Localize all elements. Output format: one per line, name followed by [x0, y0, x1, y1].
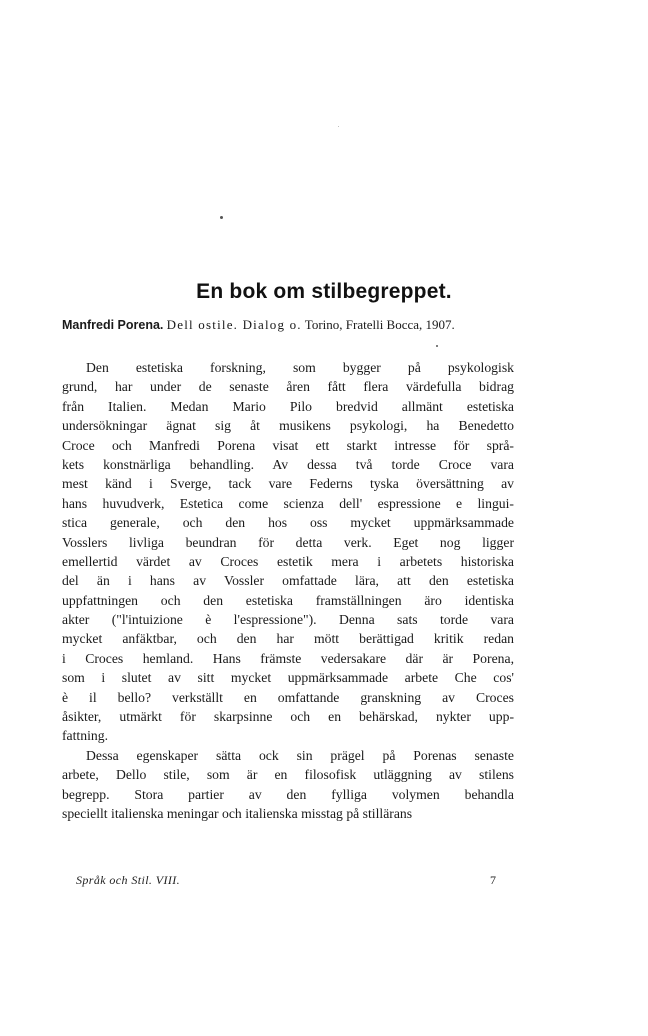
citation-author: Manfredi Porena. — [62, 318, 164, 332]
article-title: En bok om stilbegreppet. — [196, 280, 452, 303]
article-body — [62, 358, 514, 823]
footer-journal-signature: Språk och Stil. VIII. — [76, 873, 181, 887]
citation-publisher: Torino, Fratelli Bocca, 1907. — [304, 317, 455, 332]
text-line: från Italien. Medan Mario Pilo bredvid allmänt estetiska — [62, 398, 514, 414]
text-line: stica generale, och den hos oss mycket uppmärksammade — [62, 515, 514, 531]
text-line: begrepp. Stora partier av den fylliga volymen behandla — [62, 786, 514, 802]
text-line: speciellt italienska meningar och italienska misstag på stillärans — [62, 805, 413, 821]
text-line: Dessa egenskaper sätta ock sin prägel på Porenas senaste — [86, 747, 514, 763]
text-line: grund, har under de senaste åren fått flera värdefulla bidrag — [62, 379, 514, 395]
paper-speck — [220, 216, 223, 219]
text-line: Croce och Manfredi Porena visat ett starkt intresse för språ- — [62, 437, 514, 453]
text-line: akter ("l'intuizione è l'espressione"). Denna sats torde vara — [62, 612, 514, 628]
page-footer — [76, 873, 496, 889]
citation-work-title: Dell ostile. Dialog o. — [166, 317, 302, 332]
text-line: emellertid värdet av Croces estetik mera i arbetets historiska — [62, 553, 514, 569]
text-line: fattning. — [62, 728, 108, 744]
footer-page-number: 7 — [490, 873, 496, 887]
text-line: mycket anfäktbar, och den har mött berättigad kritik redan — [62, 631, 514, 647]
text-line: del än i hans av Vossler omfattade lära, att den estetiska — [62, 573, 514, 589]
text-line: mest känd i Sverge, tack vare Federns tyska översättning av — [62, 476, 514, 492]
text-line: i Croces hemland. Hans främste vedersakare där är Porena, — [62, 650, 514, 666]
text-line: arbete, Dello stile, som är en filosofisk utläggning av stilens — [62, 767, 514, 783]
text-line: è il bello? verkställt en omfattande granskning av Croces — [62, 689, 514, 705]
text-line: uppfattningen och den estetiska framställningen äro identiska — [62, 592, 514, 608]
text-line: åsikter, utmärkt för skarpsinne och en behärskad, nykter upp- — [62, 709, 514, 725]
paper-speck — [338, 126, 339, 127]
text-line: Den estetiska forskning, som bygger på psykologisk — [86, 360, 514, 375]
text-line: hans huvudverk, Estetica come scienza dell' espressione e lingui- — [62, 495, 514, 511]
bibliographic-citation — [62, 317, 522, 333]
text-line: Vosslers livliga beundran för detta verk. Eget nog ligger — [62, 534, 514, 550]
paper-speck — [436, 345, 438, 347]
text-line: undersökningar ägnat sig åt musikens psykologi, ha Benedetto — [62, 418, 514, 434]
text-line: som i slutet av sitt mycket uppmärksammade arbete Che cos' — [62, 670, 514, 686]
text-line: kets konstnärliga behandling. Av dessa två torde Croce vara — [62, 456, 514, 472]
